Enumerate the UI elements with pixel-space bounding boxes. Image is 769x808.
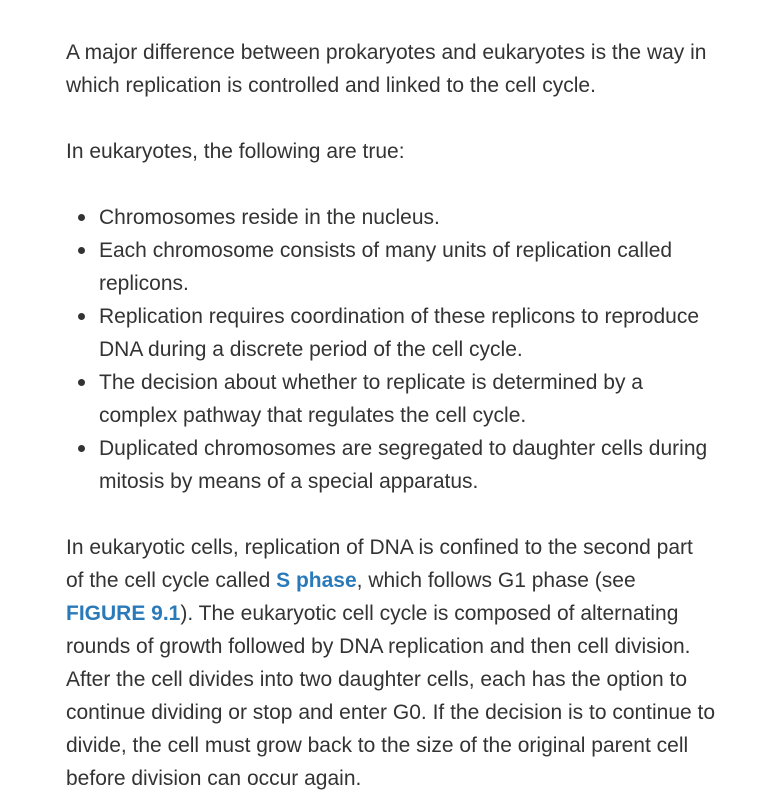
list-item: Duplicated chromosomes are segregated to daughter cells during mitosis by means of a special apparatus.	[99, 432, 716, 498]
paragraph-text: , which follows G1 phase (see	[356, 569, 636, 592]
list-item: Chromosomes reside in the nucleus.	[99, 201, 716, 234]
paragraph-text: In eukaryotic cells, replication of DNA is confined to the second part of the cell cycle called	[66, 536, 693, 592]
figure-9-1-link[interactable]: FIGURE 9.1	[66, 602, 181, 625]
list-item: Replication requires coordination of these replicons to reproduce DNA during a discrete period of the cell cycle.	[99, 300, 716, 366]
eukaryote-facts-list	[66, 201, 716, 498]
paragraph-text: ). The eukaryotic cell cycle is composed of alternating rounds of growth followed by DNA replication and then cell division. After the cell divides into two daughter cells, each has the option to continue dividing or stop and enter G0. If the decision is to continue to divide, the cell must grow back to the size of the original parent cell before division can occur again.	[66, 602, 716, 790]
list-lead-paragraph: In eukaryotes, the following are true:	[66, 140, 405, 163]
intro-paragraph: A major difference between prokaryotes and eukaryotes is the way in which replication is controlled and linked to the cell cycle.	[66, 41, 707, 97]
list-item: The decision about whether to replicate is determined by a complex pathway that regulates the cell cycle.	[99, 366, 716, 432]
cell-cycle-paragraph	[66, 531, 716, 795]
key-term-s-phase: S phase	[276, 569, 357, 592]
list-item: Each chromosome consists of many units of replication called replicons.	[99, 234, 716, 300]
